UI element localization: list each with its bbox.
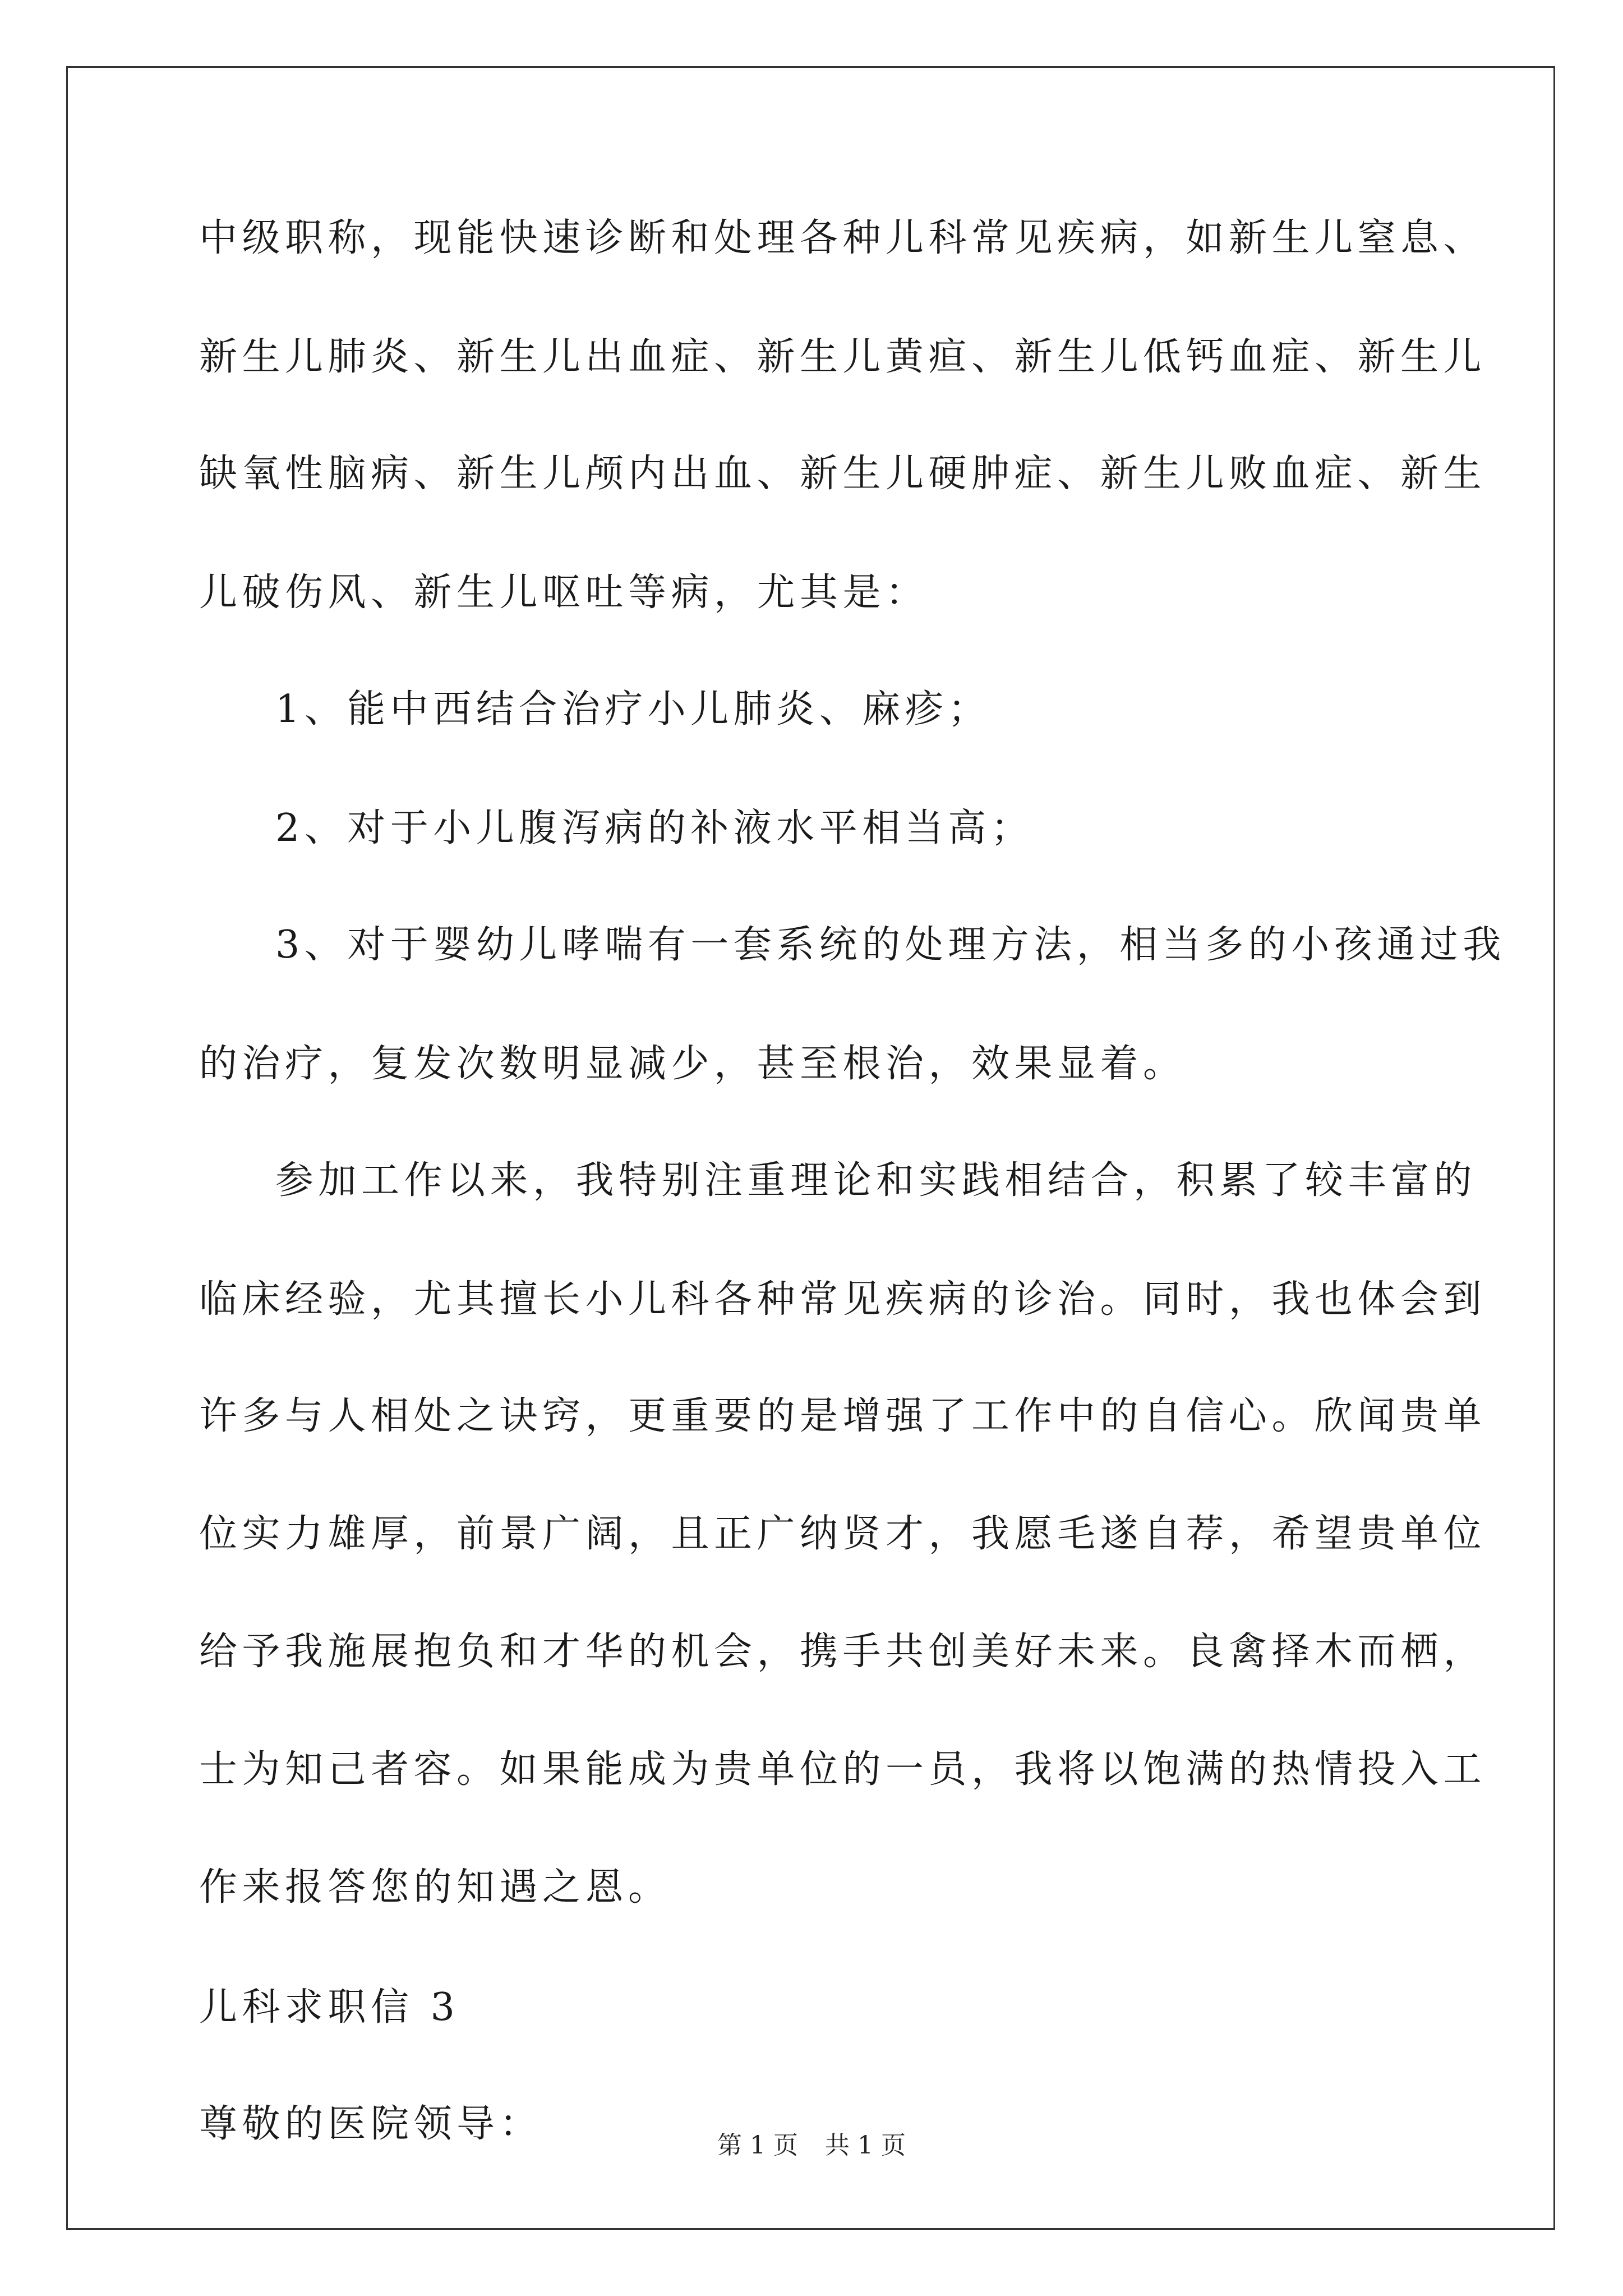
list-item: 3、对于婴幼儿哮喘有一套系统的处理方法，相当多的小孩通过我 xyxy=(275,923,1506,967)
text-line: 给予我施展抱负和才华的机会，携手共创美好未来。良禽择木而栖， xyxy=(199,1630,1487,1674)
text-line: 士为知己者容。如果能成为贵单位的一员，我将以饱满的热情投入工 xyxy=(199,1747,1487,1792)
text-line: 新生儿肺炎、新生儿出血症、新生儿黄疸、新生儿低钙血症、新生儿 xyxy=(199,335,1487,379)
salutation: 尊敬的医院领导： xyxy=(199,2102,543,2146)
text-line: 位实力雄厚，前景广阔，且正广纳贤才，我愿毛遂自荐，希望贵单位 xyxy=(199,1512,1487,1556)
text-line: 临床经验，尤其擅长小儿科各种常见疾病的诊治。同时，我也体会到 xyxy=(199,1277,1487,1322)
page-number: 第 1 页 xyxy=(717,2131,798,2160)
text-line: 许多与人相处之诀窍，更重要的是增强了工作中的自信心。欣闻贵单 xyxy=(199,1394,1487,1438)
text-line: 缺氧性脑病、新生儿颅内出血、新生儿硬肿症、新生儿败血症、新生 xyxy=(199,452,1487,496)
section-heading: 儿科求职信 3 xyxy=(199,1985,460,2030)
text-line: 的治疗，复发次数明显减少，甚至根治，效果显着。 xyxy=(199,1042,1186,1086)
paragraph-start: 参加工作以来，我特别注重理论和实践相结合，积累了较丰富的 xyxy=(275,1158,1477,1203)
text-line: 儿破伤风、新生儿呕吐等病，尤其是： xyxy=(199,570,929,615)
text-line: 中级职称，现能快速诊断和处理各种儿科常见疾病，如新生儿窒息、 xyxy=(199,216,1487,260)
text-line: 作来报答您的知遇之恩。 xyxy=(199,1865,671,1910)
list-item: 2、对于小儿腹泻病的补液水平相当高； xyxy=(275,806,1034,850)
list-item: 1、能中西结合治疗小儿肺炎、麻疹； xyxy=(275,687,991,731)
page-footer xyxy=(0,2129,1623,2162)
page-total: 共 1 页 xyxy=(825,2131,906,2160)
